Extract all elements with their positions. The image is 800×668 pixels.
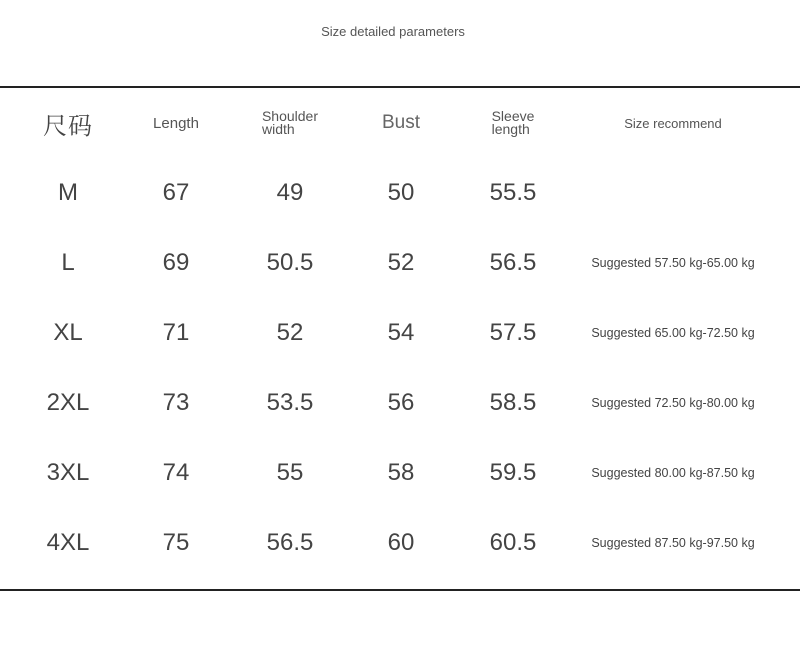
row-size: 4XL — [46, 529, 90, 556]
row-shoulder: 55 — [276, 459, 304, 486]
table-row — [0, 438, 800, 508]
row-shoulder: 56.5 — [266, 529, 314, 556]
row-length: 75 — [162, 529, 190, 556]
header-sleeve-line2: length — [491, 121, 530, 137]
header-size — [18, 88, 118, 158]
table-bottom-rule — [0, 589, 800, 591]
row-sleeve: 60.5 — [489, 529, 537, 556]
header-bust — [351, 88, 451, 158]
header-bust-label: Bust — [381, 112, 421, 133]
header-sleeve — [463, 88, 563, 158]
table-header — [0, 88, 800, 158]
row-sleeve: 58.5 — [489, 389, 537, 416]
row-bust: 58 — [387, 459, 415, 486]
row-size: 3XL — [46, 459, 90, 486]
header-sleeve-line1: Sleeve — [491, 108, 535, 124]
header-recommend — [578, 88, 768, 158]
row-bust: 56 — [387, 389, 415, 416]
header-shoulder-line2: width — [261, 121, 295, 137]
table-row — [0, 158, 800, 228]
row-size: 2XL — [46, 389, 90, 416]
table-row — [0, 368, 800, 438]
row-recommend: Suggested 57.50 kg-65.00 kg — [591, 256, 755, 270]
row-length: 67 — [162, 179, 190, 206]
row-bust: 54 — [387, 319, 415, 346]
row-sleeve: 56.5 — [489, 249, 537, 276]
row-size: L — [61, 249, 75, 276]
row-sleeve: 55.5 — [489, 179, 537, 206]
row-bust: 50 — [387, 179, 415, 206]
table-row — [0, 298, 800, 368]
row-recommend: Suggested 65.00 kg-72.50 kg — [591, 326, 755, 340]
row-sleeve: 57.5 — [489, 319, 537, 346]
table-row — [0, 228, 800, 298]
row-shoulder: 53.5 — [266, 389, 314, 416]
row-sleeve: 59.5 — [489, 459, 537, 486]
header-size-label: 尺码 — [43, 111, 93, 140]
row-length: 74 — [162, 459, 190, 486]
row-recommend: Suggested 72.50 kg-80.00 kg — [591, 396, 755, 410]
page-title: Size detailed parameters — [321, 24, 465, 39]
row-recommend: Suggested 80.00 kg-87.50 kg — [591, 466, 755, 480]
header-length-label: Length — [153, 114, 199, 132]
row-bust: 60 — [387, 529, 415, 556]
row-size: M — [58, 179, 78, 206]
row-length: 73 — [162, 389, 190, 416]
row-size: XL — [53, 319, 83, 346]
row-recommend: Suggested 87.50 kg-97.50 kg — [591, 536, 755, 550]
row-length: 69 — [162, 249, 190, 276]
header-recommend-label: Size recommend — [624, 115, 722, 131]
row-length: 71 — [162, 319, 190, 346]
table-row — [0, 508, 800, 578]
header-length — [126, 88, 226, 158]
row-bust: 52 — [387, 249, 415, 276]
row-shoulder: 52 — [276, 319, 304, 346]
row-shoulder: 49 — [276, 179, 304, 206]
header-shoulder — [240, 88, 340, 158]
row-shoulder: 50.5 — [266, 249, 314, 276]
header-shoulder-line1: Shoulder — [261, 108, 319, 124]
